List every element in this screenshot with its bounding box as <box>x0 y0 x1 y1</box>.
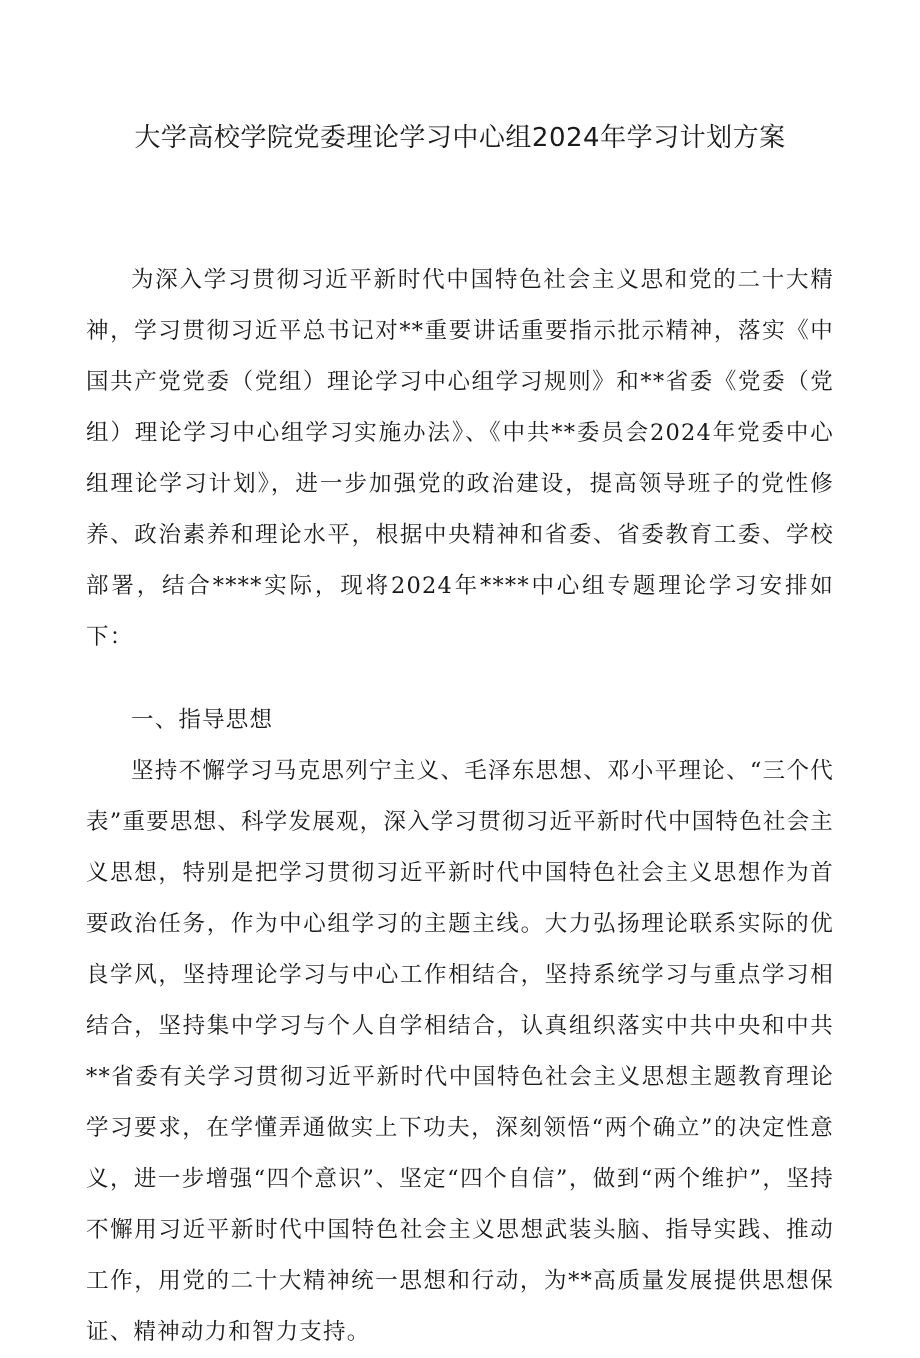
section-paragraph-guiding-ideology: 坚持不懈学习马克思列宁主义、毛泽东思想、邓小平理论、“三个代表”重要思想、科学发展观，深入学习贯彻习近平新时代中国特色社会主义思想，特别是把学习贯彻习近平新时代中国特色社会主义思想作为首要政治任务，作为中心组学习的主题主线。大力弘扬理论联系实际的优良学风，坚持理论学习与中心工作相结合，坚持系统学习与重点学习相结合，坚持集中学习与个人自学相结合，认真组织落实中共中央和中共**省委有关学习贯彻习近平新时代中国特色社会主义思想主题教育理论学习要求，在学懂弄通做实上下功夫，深刻领悟“两个确立”的决定性意义，进一步增强“四个意识”、坚定“四个自信”，做到“两个维护”，坚持不懈用习近平新时代中国特色社会主义思想武装头脑、指导实践、推动工作，用党的二十大精神统一思想和行动，为**高质量发展提供思想保证、精神动力和智力支持。 <box>86 758 834 1345</box>
intro-paragraph: 为深入学习贯彻习近平新时代中国特色社会主义思和党的二十大精神，学习贯彻习近平总书记对**重要讲话重要指示批示精神，落实《中国共产党党委（党组）理论学习中心组学习规则》和**省委《党委（党组）理论学习中心组学习实施办法》、《中共**委员会2024年党委中心组理论学习计划》，进一步加强党的政治建设，提高领导班子的党性修养、政治素养和理论水平，根据中央精神和省委、省委教育工委、学校部署，结合****实际，现将2024年****中心组专题理论学习安排如下： <box>86 267 834 650</box>
document-title: 大学高校学院党委理论学习中心组2024年学习计划方案 <box>134 123 786 153</box>
section-heading-guiding-ideology: 一、指导思想 <box>131 707 274 733</box>
